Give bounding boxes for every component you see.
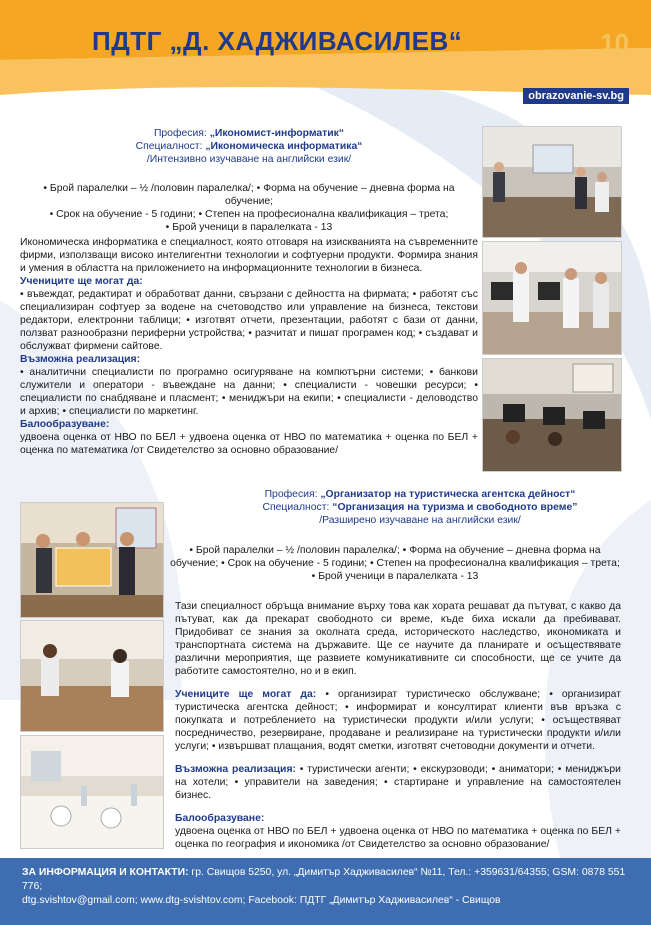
section1-profession: „Икономист-информатик“: [209, 128, 345, 139]
section1-grade: удвоена оценка от НВО по БЕЛ + удвоена оценка от НВО по математика + оценка по БЕЛ + оценка по математика /от Свидетелство за основно образование/: [20, 432, 478, 456]
section1-profession-label: Професия:: [153, 128, 210, 139]
section2-note: /Разширено изучаване на английски език/: [319, 515, 521, 526]
section2-body: [175, 600, 621, 851]
section1-intro: Икономическа информатика е специалност, която отговаря на изискванията на съвременните фирми, използващи високо интелигентни технологии и софтуерни продукти. Формира знания и умения в областта на приложението на информационните технологии в бизнеса.: [20, 237, 478, 274]
page-number: 10: [600, 28, 629, 58]
section1-career: • аналитични специалисти по програмно осигуряване на компютърни системи; • банкови служители и оператори - въвеждане на данни; • специалисти - човешки ресурси; • специалисти по снабдяване и пласмент; • мениджъри на екипи; • специалисти - деловодство и архив; • специалисти по маркетинг.: [20, 367, 478, 417]
students-at-computers-photo: [482, 358, 622, 472]
footer-contacts: [22, 866, 632, 908]
table-setting-photo: [20, 735, 164, 849]
section2-grade: удвоена оценка от НВО по БЕЛ + удвоена оценка от НВО по математика + оценка по БЕЛ + оценка по география и икономика /от Свидетелство за основно образование/: [175, 826, 621, 850]
footer-label: ЗА ИНФОРМАЦИЯ И КОНТАКТИ:: [22, 867, 189, 878]
students-with-poster-photo: [20, 502, 164, 618]
section2-skills: • организират туристическо обслужване; • организират туристическа агентска дейност; • информират и консултират клиенти във връзка с покупката и потреблението на туристически продукти и/или услуги; • осъществяват посредничество, резервиране, продаване и реализиране на туристически продукти и/или услуги; • извършват плащания, водят сметки, изготвят счетоводни документи и отчети.: [175, 689, 621, 752]
section1-grade-head: Балообразуване:: [20, 419, 110, 430]
section2-facts: [170, 544, 620, 583]
section1-facts-line2: • Срок на обучение - 5 години; • Степен на професионална квалификация – трета;: [49, 209, 449, 220]
section2-specialty: “Организация на туризма и свободното време”: [332, 502, 578, 513]
section2-intro: Тази специалност обръща внимание върху това как хората решават да пътуват, с какво да пътуват, как да прекарат свободното си време, къде биха искали да пребивават. Придобиват се знания за околната среда, историческото наследство, икономиката и транспортната система на държавите. Ще се научите да планирате и осъществявате различни мероприятия, ще развиете комуникативните си способности, ще се учите да работите самостоятелно, но и в екип.: [175, 601, 621, 677]
section2-grade-head: Балообразуване:: [175, 813, 265, 824]
section1-facts-line3: • Брой ученици в паралелката - 13: [165, 222, 333, 233]
section2-profession: „Организатор на туристическа агентска дейност“: [320, 489, 576, 500]
section1-skills: • въвеждат, редактират и обработват данни, свързани с дейността на фирмата; • работят със специализиран софтуер за водене на счетоводство или управление на бизнеса, текстови редактори, електронни таблици; • изготвят отчети, презентации, работят с бази от данни, ползват разнообразни периферни устройства; • разчитат и пишат програмен код; • създават и обслужват фирмени сайтове.: [20, 289, 478, 352]
section2-facts-line3: • Брой ученици в паралелката - 13: [311, 571, 479, 582]
section1-body: [20, 236, 478, 457]
section1-heading: [20, 127, 478, 166]
section1-specialty-label: Специалност:: [135, 141, 206, 152]
reception-desk-photo: [20, 620, 164, 732]
section2-specialty-label: Специалност:: [262, 502, 333, 513]
page-title: ПДТГ „Д. ХАДЖИВАСИЛЕВ“: [92, 26, 463, 56]
section1-skills-head: Учениците ще могат да:: [20, 276, 143, 287]
section2-career: • туристически агенти; • екскурзоводи; • аниматори; • мениджъри на хотели; • управители на заведения; • стартиране и управление на самостоятелен бизнес.: [175, 764, 621, 801]
section1-career-head: Възможна реализация:: [20, 354, 141, 365]
footer-line2[interactable]: dtg.svishtov@gmail.com; www.dtg-svishtov.com; Facebook: ПДТГ „Димитър Хадживасилев“ - Свищов: [22, 895, 501, 906]
section2-profession-label: Професия:: [264, 489, 321, 500]
classroom-presentation-photo: [482, 126, 622, 238]
section1-note: /Интензивно изучаване на английски език/: [146, 154, 352, 165]
section2-facts-line1: • Брой паралелки – ½ /половин паралелка/; • Форма на обучение – дневна форма на: [189, 545, 601, 556]
computer-lab-photo: [482, 241, 622, 355]
section2-skills-head: Учениците ще могат да:: [175, 689, 317, 700]
section1-facts: [20, 182, 478, 234]
footer-line1: гр. Свищов 5250, ул. „Димитър Хадживасилев“ №11, Тел.: +359631/64355; GSM: 0878 551 776;: [22, 867, 626, 892]
section2-career-head: Възможна реализация:: [175, 764, 296, 775]
section1-facts-line1: • Брой паралелки – ½ /половин паралелка/; • Форма на обучение – дневна форма на обучение;: [43, 183, 455, 207]
section2-heading: [210, 488, 630, 527]
site-url[interactable]: obrazovanie-sv.bg: [523, 88, 629, 104]
section1-specialty: „Икономическа информатика“: [205, 141, 363, 152]
section2-facts-line2: обучение; • Срок на обучение - 5 години; • Степен на професионална квалификация – трета;: [170, 558, 620, 569]
